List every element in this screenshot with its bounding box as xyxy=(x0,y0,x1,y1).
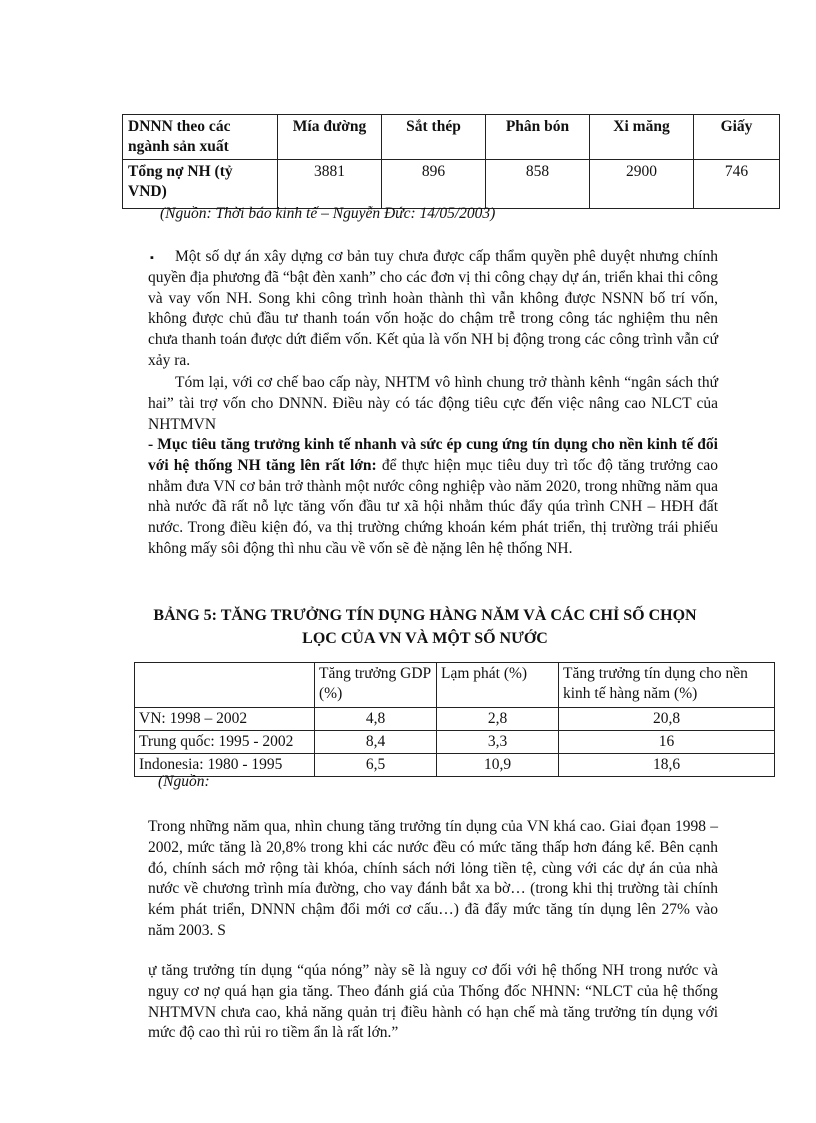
table-row-label: Indonesia: 1980 - 1995 xyxy=(135,754,315,777)
table-header-label: DNNN theo các ngành sản xuất xyxy=(123,115,278,160)
credit-growth-table xyxy=(134,662,775,777)
table-header-cell: Xi măng xyxy=(590,115,694,160)
table-cell: 18,6 xyxy=(559,754,775,777)
table-header-cell: Sắt thép xyxy=(382,115,486,160)
table-row-label: Trung quốc: 1995 - 2002 xyxy=(135,731,315,754)
table-header-cell: Tăng trưởng tín dụng cho nền kinh tế hàng năm (%) xyxy=(559,663,775,708)
table-cell: 8,4 xyxy=(315,731,437,754)
table-source-note: (Nguồn: Thời báo kinh tế – Nguyễn Đức: 14/05/2003) xyxy=(160,205,496,222)
table-cell: 3,3 xyxy=(437,731,559,754)
table-header-cell: Lạm phát (%) xyxy=(437,663,559,708)
paragraph-body: để thực hiện mục tiêu duy trì tốc độ tăng trưởng cao nhằm đưa VN cơ bản trở thành một nước công nghiệp vào năm 2020, trong những năm qua nhà nước đã rất nỗ lực tăng vốn đầu tư xã hội nhằm thúc đẩy qúa trình CNH – HĐH đất nước. Trong điều kiện đó, va thị trường chứng khoán kém phát triển, thị trường trái phiếu không mấy sôi động thì nhu cầu về vốn sẽ đè nặng lên hệ thống NH. xyxy=(148,456,719,557)
table-cell: 858 xyxy=(486,160,590,209)
table-row xyxy=(135,663,775,708)
paragraph: ự tăng trưởng tín dụng “qúa nóng” này sẽ là nguy cơ đối với hệ thống NH trong nước và nguy cơ nợ quá hạn gia tăng. Theo đánh giá của Thống đốc NHNN: “NLCT của hệ thống NHTMVN chưa cao, khả năng quản trị điều hành có hạn chế mà tăng trưởng tín dụng với mức độ cao thì rủi ro tiềm ẩn là rất lớn.” xyxy=(148,962,718,1042)
table-header-cell xyxy=(135,663,315,708)
table-row-label: VN: 1998 – 2002 xyxy=(135,708,315,731)
paragraph-bold-heading: - Mục tiêu tăng trưởng kinh tế nhanh và sức ép cung ứng tín dụng cho nền kinh tế đối với hệ thống NH tăng lên rất lớn: xyxy=(148,436,718,474)
table-row-label: Tổng nợ NH (tỷ VND) xyxy=(123,160,278,209)
table-cell: 2,8 xyxy=(437,708,559,731)
table-cell: 746 xyxy=(694,160,780,209)
table-header-cell: Mía đường xyxy=(278,115,382,160)
table-cell: 3881 xyxy=(278,160,382,209)
table-source-note: (Nguồn: xyxy=(158,773,210,790)
table-row xyxy=(123,115,780,160)
table-header-cell: Giấy xyxy=(694,115,780,160)
table-header-cell: Phân bón xyxy=(486,115,590,160)
table-row xyxy=(135,708,775,731)
paragraph-body: Trong những năm qua, nhìn chung tăng trưởng tín dụng của VN khá cao. Giai đọan 1998 – 2002, mức tăng là 20,8% trong khi các nước đều có mức tăng thấp hơn đáng kể. Bên cạnh đó, chính sách mở rộng tài khóa, chính sách nới lỏng tiền tệ, cùng với các dự án của nhà nước về chương trình mía đường, cho vay đánh bắt xa bờ… (trong khi thị trường tài chính kém phát triển, DNNN chậm đổi mới cơ cấu…) đã đẩy mức tăng tín dụng lên 27% vào năm 2003. S xyxy=(148,818,718,939)
table-cell: 2900 xyxy=(590,160,694,209)
table-cell: 10,9 xyxy=(437,754,559,777)
table-cell: 6,5 xyxy=(315,754,437,777)
paragraph xyxy=(148,817,718,942)
paragraph: Một số dự án xây dựng cơ bản tuy chưa được cấp thẩm quyền phê duyệt nhưng chính quyền địa phương đã “bật đèn xanh” cho các đơn vị thi công chạy dự án, triển khai thi công và vay vốn NH. Song khi công trình hoàn thành thì vẫn không được NSNN bố trí vốn, không được chủ đầu tư thanh toán vốn hoặc do chậm trễ trong công tác nghiệm thu nên chưa thanh toán được dứt điểm vốn. Kết qủa là vốn NH bị động trong các công trình vẫn cứ xảy ra. xyxy=(148,248,718,369)
table-cell: 896 xyxy=(382,160,486,209)
paragraph: Tóm lại, với cơ chế bao cấp này, NHTM vô hình chung trở thành kênh “ngân sách thứ hai” tài trợ vốn cho DNNN. Điều này có tác động tiêu cực đến việc nâng cao NLCT của NHTMVN xyxy=(148,374,718,433)
table-cell: 4,8 xyxy=(315,708,437,731)
table-header-cell: Tăng trưởng GDP (%) xyxy=(315,663,437,708)
debt-table xyxy=(122,114,780,209)
paragraph xyxy=(148,435,718,560)
table-title-line: LỌC CỦA VN VÀ MỘT SỐ NƯỚC xyxy=(302,630,548,647)
table-cell: 20,8 xyxy=(559,708,775,731)
table-cell: 16 xyxy=(559,731,775,754)
table-title-line: BẢNG 5: TĂNG TRƯỞNG TÍN DỤNG HÀNG NĂM VÀ CÁC CHỈ SỐ CHỌN xyxy=(153,607,697,624)
table-row xyxy=(135,754,775,777)
table-row xyxy=(135,731,775,754)
table-row xyxy=(123,160,780,209)
bullet-square-icon: ▪ xyxy=(150,252,154,264)
table-title xyxy=(130,604,720,650)
